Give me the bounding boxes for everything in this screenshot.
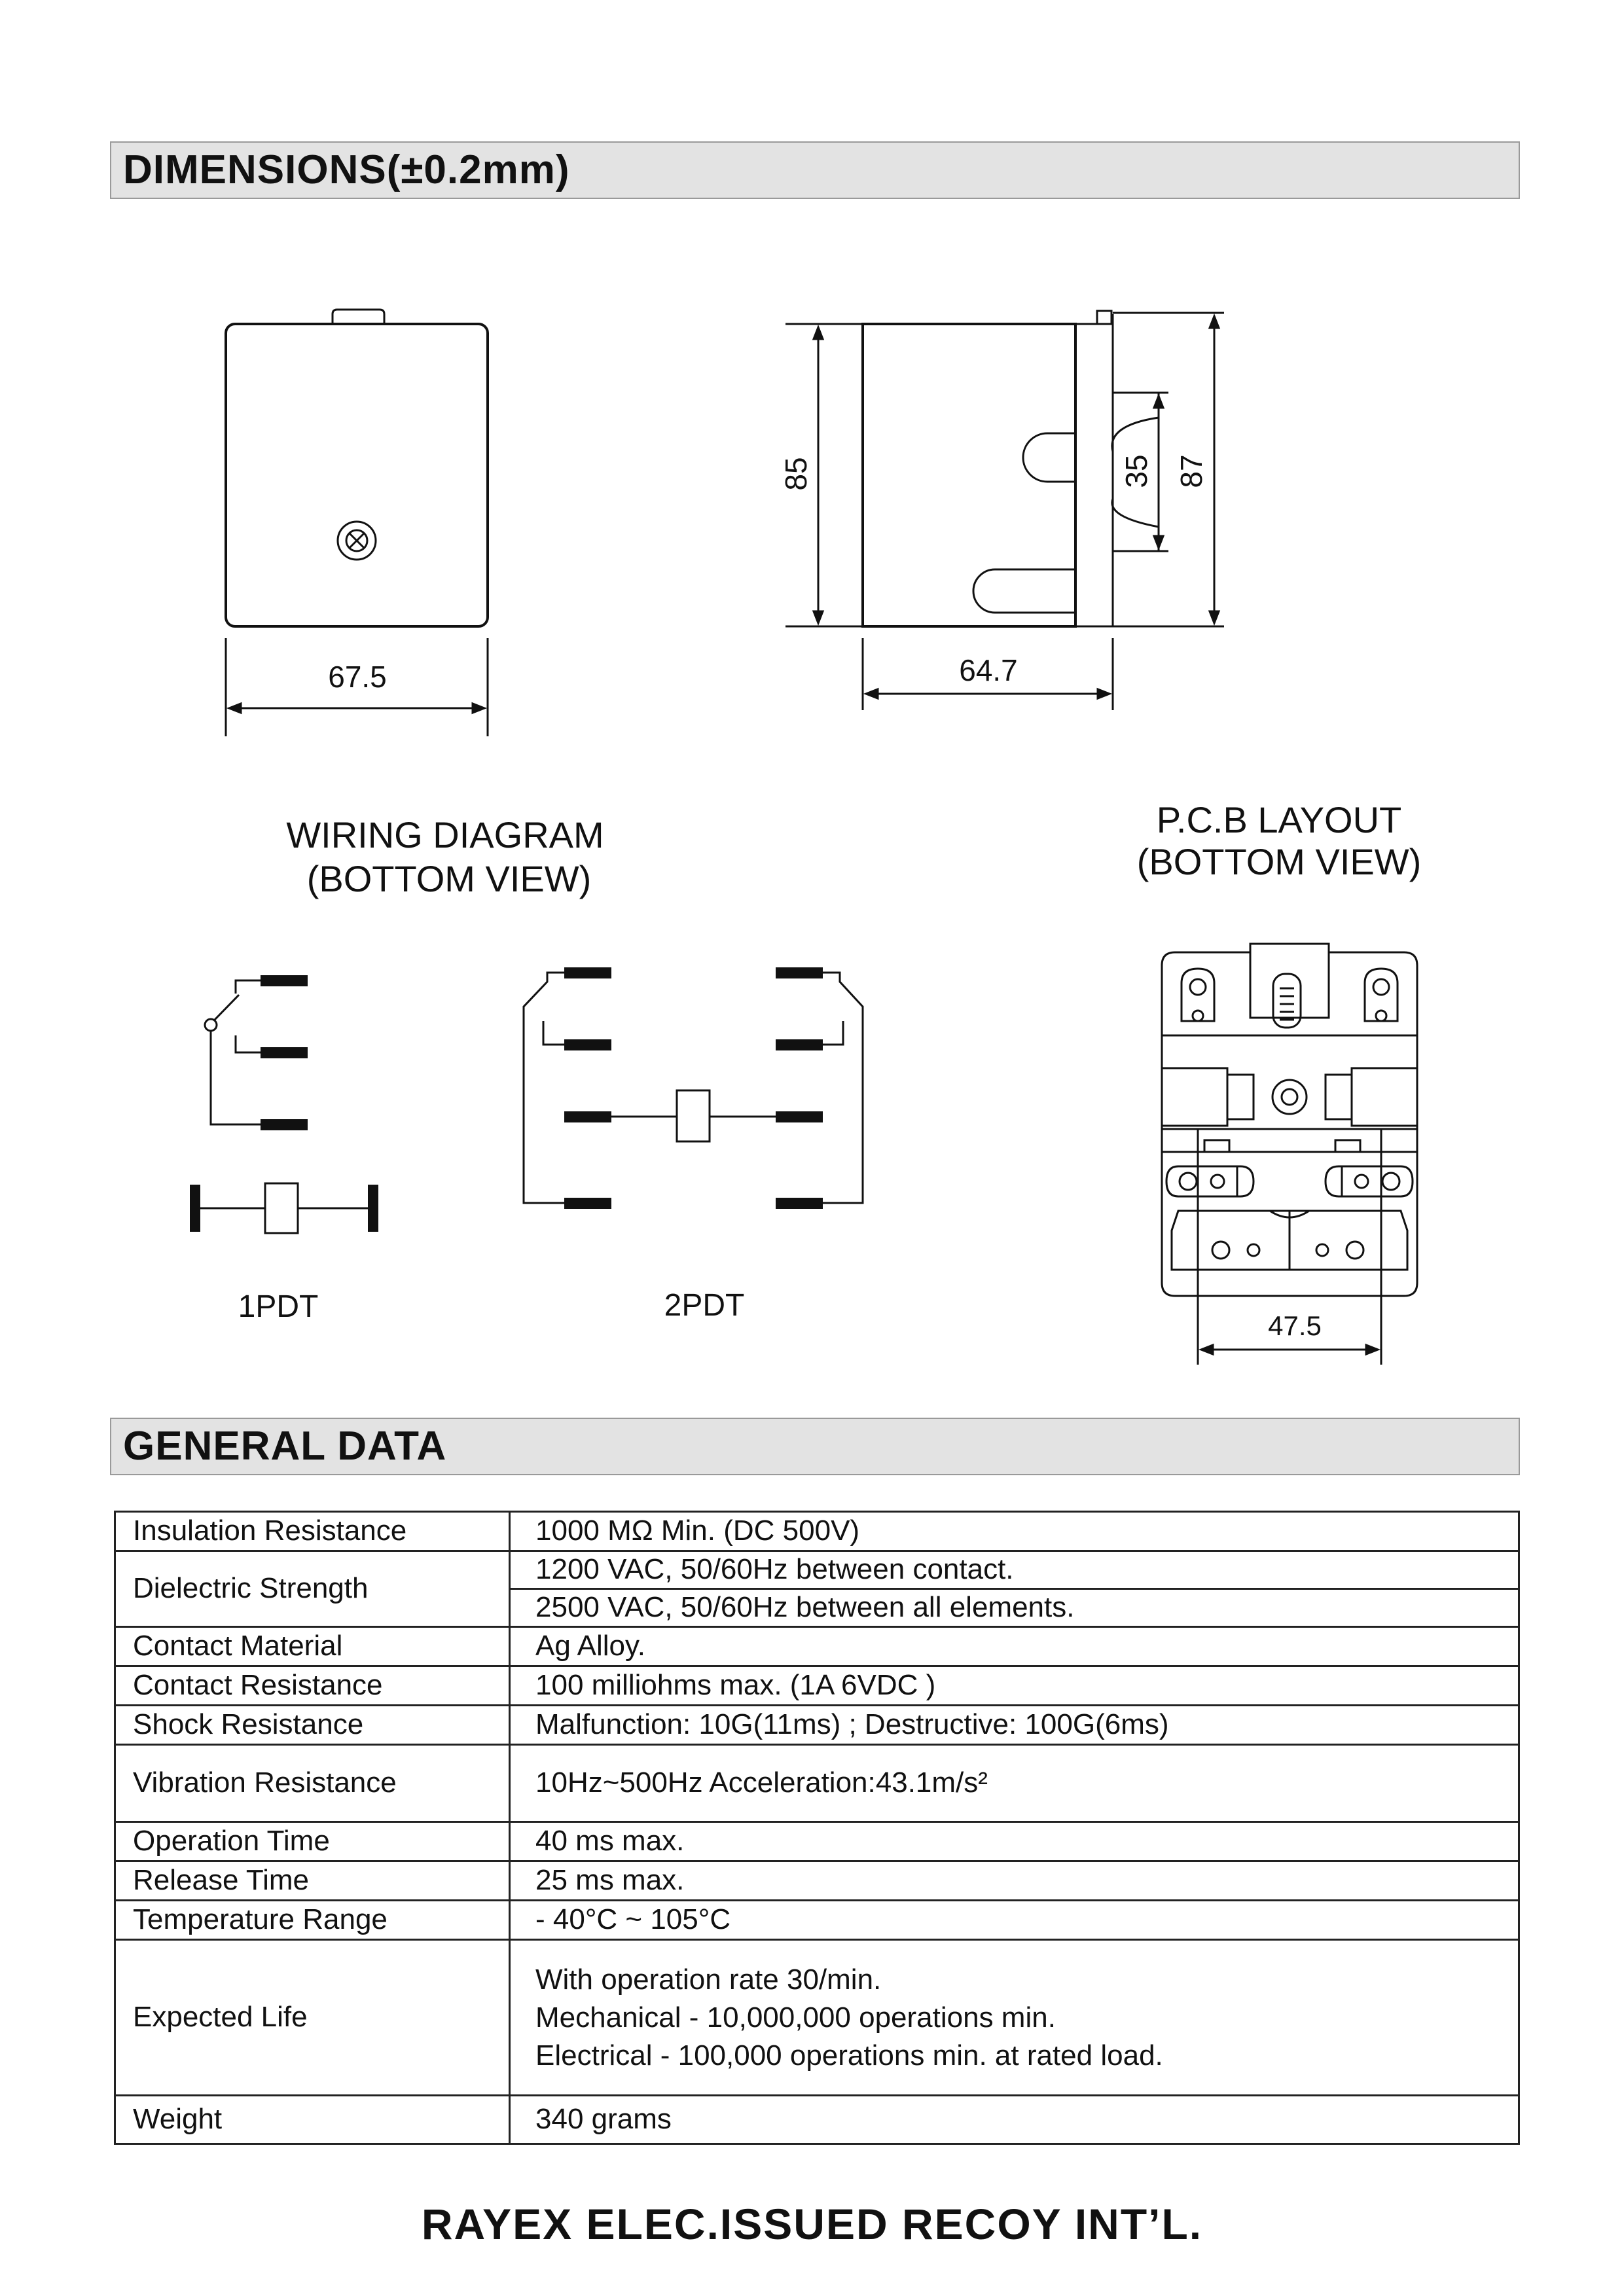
row-value-line: With operation rate 30/min. (535, 1963, 882, 1996)
table-row (115, 1706, 1519, 1745)
row-value-line: Mechanical - 10,000,000 operations min. (535, 2001, 1056, 2034)
row-value: 1000 MΩ Min. (DC 500V) (510, 1512, 1519, 1551)
pcb-title-line1: P.C.B LAYOUT (1156, 799, 1402, 840)
general-data-table (114, 1511, 1520, 2145)
row-value: 2500 VAC, 50/60Hz between all elements. (510, 1589, 1519, 1627)
side-width-dim: 64.7 (959, 653, 1018, 687)
label-2pdt: 2PDT (664, 1288, 745, 1323)
row-value-line: Electrical - 100,000 operations min. at rated load. (535, 2039, 1163, 2072)
label-1pdt: 1PDT (238, 1289, 319, 1324)
row-value: - 40°C ~ 105°C (510, 1901, 1519, 1940)
row-value (510, 1940, 1519, 2096)
row-value: Ag Alloy. (510, 1627, 1519, 1666)
pcb-width-dim: 47.5 (1268, 1310, 1322, 1341)
row-label: Insulation Resistance (115, 1512, 510, 1551)
row-value: 340 grams (510, 2096, 1519, 2144)
company-footer: RAYEX ELEC.ISSUED RECOY INT’L. (421, 2200, 1203, 2248)
wiring-title-line1: WIRING DIAGRAM (286, 814, 604, 855)
front-width-dim: 67.5 (328, 660, 387, 694)
side-height-total-dim: 87 (1174, 454, 1208, 488)
table-row (115, 1745, 1519, 1822)
row-label: Vibration Resistance (115, 1745, 510, 1822)
table-row (115, 1551, 1519, 1589)
side-height-bracket-dim: 35 (1119, 454, 1153, 488)
row-label: Release Time (115, 1861, 510, 1901)
row-label: Shock Resistance (115, 1706, 510, 1745)
side-view-drawing (785, 311, 1224, 710)
general-data-header (110, 1418, 1520, 1475)
row-value: 100 milliohms max. (1A 6VDC ) (510, 1666, 1519, 1706)
2pdt-diagram (524, 967, 863, 1209)
row-label: Dielectric Strength (115, 1551, 510, 1627)
row-value: 40 ms max. (510, 1822, 1519, 1861)
row-value: 10Hz~500Hz Acceleration:43.1m/s² (510, 1745, 1519, 1822)
table-row (115, 2096, 1519, 2144)
table-row (115, 1861, 1519, 1901)
pcb-layout-drawing (1162, 944, 1417, 1365)
table-row (115, 1627, 1519, 1666)
wiring-title-line2: (BOTTOM VIEW) (306, 858, 592, 899)
side-height-body-dim: 85 (779, 457, 813, 491)
table-row (115, 1940, 1519, 2096)
pcb-title-line2: (BOTTOM VIEW) (1136, 841, 1422, 882)
row-value: Malfunction: 10G(11ms) ; Destructive: 100G(6ms) (510, 1706, 1519, 1745)
table-row (115, 1666, 1519, 1706)
dimensions-title: DIMENSIONS(±0.2mm) (123, 147, 570, 192)
table-row (115, 1901, 1519, 1940)
1pdt-diagram (190, 975, 378, 1233)
row-label: Operation Time (115, 1822, 510, 1861)
row-value: 25 ms max. (510, 1861, 1519, 1901)
row-label: Expected Life (115, 1940, 510, 2096)
row-label: Contact Material (115, 1627, 510, 1666)
row-label: Temperature Range (115, 1901, 510, 1940)
table-row (115, 1512, 1519, 1551)
row-label: Weight (115, 2096, 510, 2144)
table-row (115, 1822, 1519, 1861)
row-value: 1200 VAC, 50/60Hz between contact. (510, 1551, 1519, 1589)
general-data-title: GENERAL DATA (123, 1424, 447, 1469)
row-label: Contact Resistance (115, 1666, 510, 1706)
